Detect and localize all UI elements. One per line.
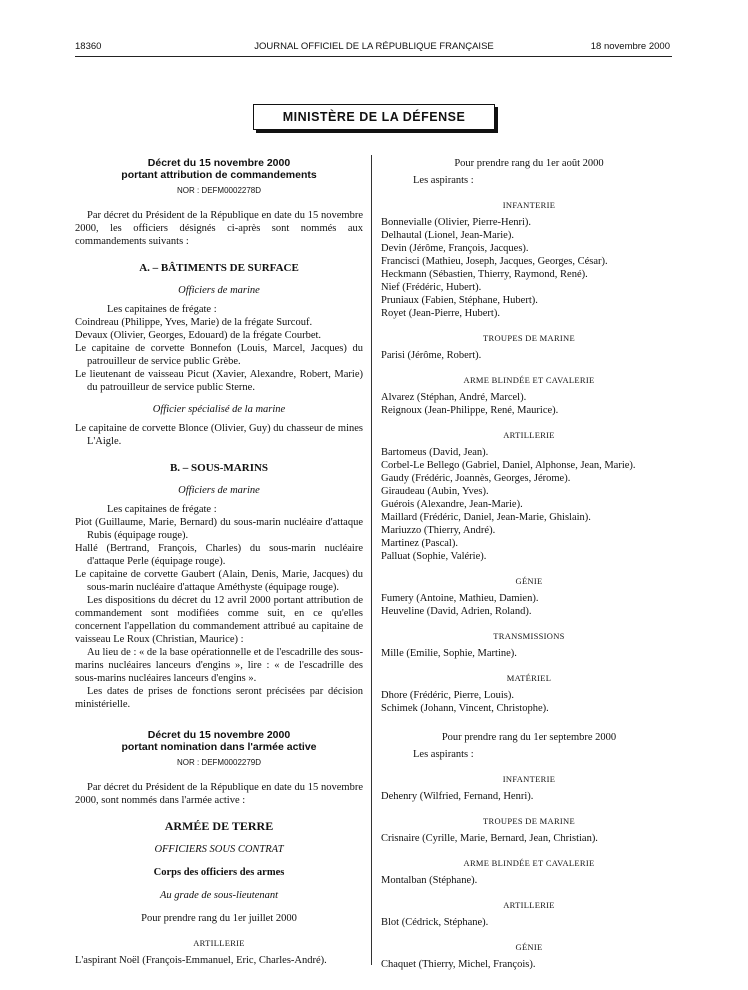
name-list — [381, 790, 677, 803]
list-item: Le capitaine de corvette Blonce (Olivier, Guy) du chasseur de mines L'Aigle. — [75, 423, 363, 447]
list-item: Crisnaire (Cyrille, Marie, Bernard, Jean, Christian). — [381, 833, 598, 844]
list-item: Le capitaine de corvette Bonnefon (Louis, Marcel, Jacques) du patrouilleur de service public Grèbe. — [75, 343, 363, 367]
ministry-title: MINISTÈRE DE LA DÉFENSE — [253, 104, 495, 130]
section-heading: B. – SOUS-MARINS — [169, 462, 269, 474]
name-list — [381, 689, 677, 715]
rank-label: Les aspirants : — [413, 749, 474, 760]
left-column — [75, 157, 363, 967]
rank-date: Pour prendre rang du 1er août 2000 — [454, 158, 604, 169]
grade-heading: Au grade de sous-lieutenant — [159, 890, 279, 901]
name-list — [381, 592, 677, 618]
list-item: Palluat (Sophie, Valérie). — [381, 551, 487, 562]
rank-date: Pour prendre rang du 1er juillet 2000 — [141, 913, 297, 924]
group-heading: GÉNIE — [515, 576, 543, 586]
list-item: Parisi (Jérôme, Robert). — [381, 350, 482, 361]
group-heading: MATÉRIEL — [506, 673, 552, 683]
section-heading: ARMÉE DE TERRE — [164, 819, 274, 833]
journal-title: JOURNAL OFFICIEL DE LA RÉPUBLIQUE FRANÇAISE — [254, 41, 494, 52]
rank-label: Les capitaines de frégate : — [107, 504, 217, 515]
list-item: Le lieutenant de vaisseau Picut (Xavier, Alexandre, Robert, Marie) du patrouilleur de service public Sterne. — [75, 369, 363, 393]
name-list — [381, 647, 677, 660]
nor-reference: NOR : DEFM0002279D — [176, 758, 262, 767]
rank-label: Les capitaines de frégate : — [107, 304, 217, 315]
group-heading: ARTILLERIE — [193, 938, 245, 948]
section-heading: A. – BÂTIMENTS DE SURFACE — [139, 262, 299, 274]
list-item: Corbel-Le Bellego (Gabriel, Daniel, Alphonse, Jean, Marie). — [381, 460, 636, 471]
page-number: 18360 — [75, 41, 102, 52]
name-list — [381, 216, 677, 320]
list-item: Maillard (Frédéric, Daniel, Jean-Marie, Ghislain). — [381, 512, 591, 523]
list-item: Chaquet (Thierry, Michel, François). — [381, 959, 536, 970]
paragraph: Les dispositions du décret du 12 avril 2000 portant attribution de commandement sont modifiées comme suit, en ce qu'elles concernent l'appellation du commandement attribué au capitaine de vaisseau Le Roux (Christian, Maurice) : — [75, 595, 363, 645]
category-heading: Officier spécialisé de la marine — [152, 404, 286, 415]
name-list — [381, 832, 677, 845]
list-item: Devaux (Olivier, Georges, Edouard) de la frégate Courbet. — [75, 330, 322, 341]
decree-title: Décret du 15 novembre 2000 — [147, 729, 291, 741]
paragraph: Au lieu de : « de la base opérationnelle et de l'escadrille des sous-marins nucléaires lanceurs d'engins », lire : « de l'escadrille des sous-marins nucléaires lanceurs d'engins ». — [75, 647, 363, 684]
column-divider — [371, 155, 372, 965]
group-heading: ARME BLINDÉE ET CAVALERIE — [463, 858, 595, 868]
list-item: Delhautal (Lionel, Jean-Marie). — [381, 230, 514, 241]
name-list — [381, 958, 677, 971]
list-item: Piot (Guillaume, Marie, Bernard) du sous-marin nucléaire d'attaque Rubis (équipage rouge). — [75, 517, 363, 541]
list-item: Mille (Emilie, Sophie, Martine). — [381, 648, 517, 659]
list-item: Montalban (Stéphane). — [381, 875, 478, 886]
name-list — [381, 874, 677, 887]
name-list — [381, 916, 677, 929]
list-item: Nief (Frédéric, Hubert). — [381, 282, 482, 293]
list-item: Mariuzzo (Thierry, André). — [381, 525, 496, 536]
decree-intro: Par décret du Président de la République en date du 15 novembre 2000, les officiers désignés ci-après sont nommés aux commandements suivants : — [75, 210, 363, 247]
rank-date: Pour prendre rang du 1er septembre 2000 — [441, 732, 617, 743]
group-heading: GÉNIE — [515, 942, 543, 952]
list-item: Devin (Jérôme, François, Jacques). — [381, 243, 529, 254]
category-heading: Officiers de marine — [178, 285, 260, 296]
paragraph: Les dates de prises de fonctions seront précisées par décision ministérielle. — [75, 686, 363, 710]
list-item: Dhore (Frédéric, Pierre, Louis). — [381, 690, 514, 701]
list-item: L'aspirant Noël (François-Emmanuel, Eric, Charles-André). — [75, 955, 327, 966]
decree-title: Décret du 15 novembre 2000 — [147, 157, 291, 169]
list-item: Le capitaine de corvette Gaubert (Alain, Denis, Marie, Jacques) du sous-marin nucléaire d'attaque Améthyste (équipage rouge). — [75, 569, 363, 593]
group-heading: INFANTERIE — [502, 200, 556, 210]
header-rule — [75, 56, 672, 57]
list-item: Guérois (Alexandre, Jean-Marie). — [381, 499, 523, 510]
group-heading: TRANSMISSIONS — [493, 631, 565, 641]
group-heading: INFANTERIE — [502, 774, 556, 784]
list-item: Giraudeau (Aubin, Yves). — [381, 486, 489, 497]
list-item: Hallé (Bertrand, François, Charles) du sous-marin nucléaire d'attaque Perle (équipage rouge). — [75, 543, 363, 567]
group-heading: TROUPES DE MARINE — [483, 333, 575, 343]
nor-reference: NOR : DEFM0002278D — [176, 186, 262, 195]
group-heading: ARTILLERIE — [503, 900, 555, 910]
list-item: Heckmann (Sébastien, Thierry, Raymond, René). — [381, 269, 588, 280]
group-heading: ARTILLERIE — [503, 430, 555, 440]
name-list — [381, 446, 677, 563]
list-item: Dehenry (Wilfried, Fernand, Henri). — [381, 791, 534, 802]
list-item: Alvarez (Stéphan, André, Marcel). — [381, 392, 527, 403]
list-item: Francisci (Mathieu, Joseph, Jacques, Georges, César). — [381, 256, 608, 267]
list-item: Royet (Jean-Pierre, Hubert). — [381, 308, 500, 319]
list-item: Pruniaux (Fabien, Stéphane, Hubert). — [381, 295, 538, 306]
issue-date: 18 novembre 2000 — [590, 41, 670, 52]
group-heading: ARME BLINDÉE ET CAVALERIE — [463, 375, 595, 385]
decree-subtitle: portant attribution de commandements — [121, 169, 317, 181]
name-list — [381, 349, 677, 362]
right-column — [381, 157, 677, 971]
list-item: Coindreau (Philippe, Yves, Marie) de la frégate Surcouf. — [75, 317, 313, 328]
list-item: Fumery (Antoine, Mathieu, Damien). — [381, 593, 539, 604]
list-item: Martinez (Pascal). — [381, 538, 458, 549]
category-heading: Corps des officiers des armes — [153, 867, 285, 878]
list-item: Gaudy (Frédéric, Joannès, Georges, Jérome). — [381, 473, 571, 484]
category-heading: Officiers de marine — [178, 485, 260, 496]
group-heading: TROUPES DE MARINE — [483, 816, 575, 826]
list-item: Blot (Cédrick, Stéphane). — [381, 917, 489, 928]
decree-intro: Par décret du Président de la République en date du 15 novembre 2000, sont nommés dans l'armée active : — [75, 782, 363, 806]
list-item: Bartomeus (David, Jean). — [381, 447, 489, 458]
list-item: Schimek (Johann, Vincent, Christophe). — [381, 703, 549, 714]
name-list — [381, 391, 677, 417]
category-heading: OFFICIERS SOUS CONTRAT — [154, 844, 284, 855]
rank-label: Les aspirants : — [413, 175, 474, 186]
list-item: Bonnevialle (Olivier, Pierre-Henri). — [381, 217, 532, 228]
list-item: Heuveline (David, Adrien, Roland). — [381, 606, 532, 617]
decree-subtitle: portant nomination dans l'armée active — [121, 741, 317, 753]
list-item: Reignoux (Jean-Philippe, René, Maurice). — [381, 405, 559, 416]
